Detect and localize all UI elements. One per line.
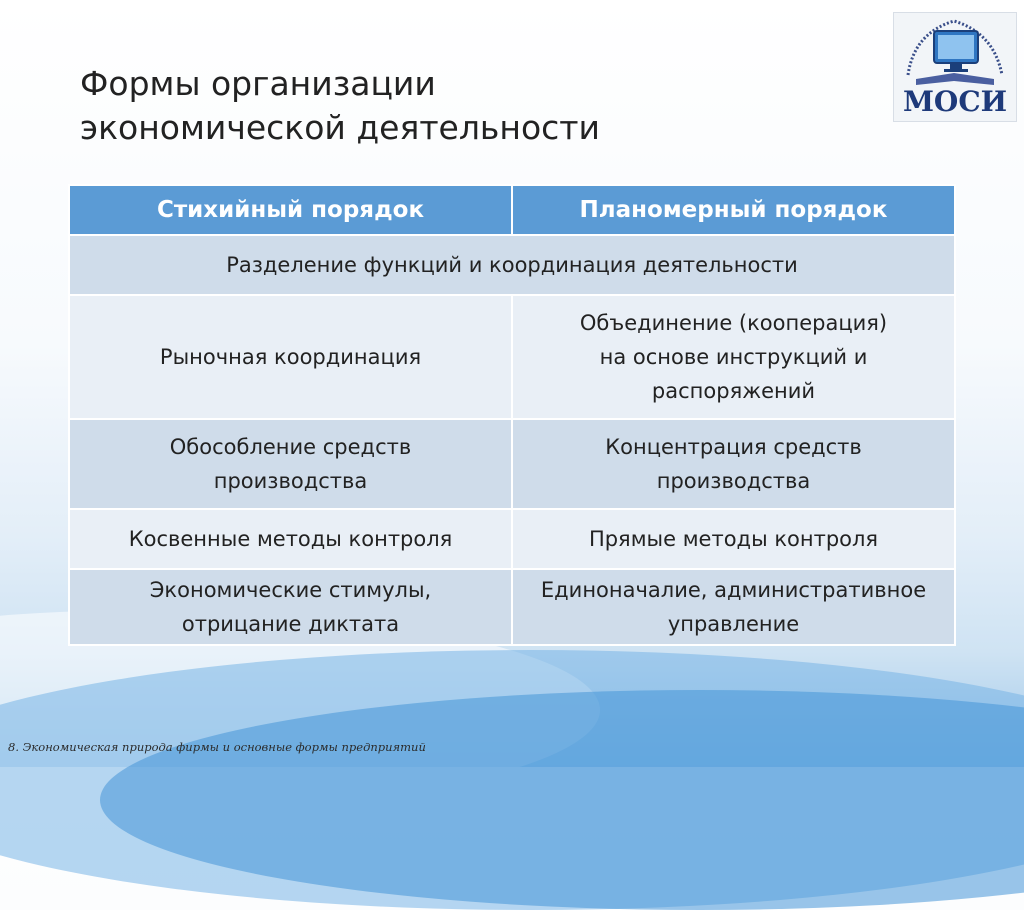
slide-footer: 8. Экономическая природа фирмы и основные формы предприятий <box>8 740 426 754</box>
table-cell: Обособление средств производства <box>69 419 512 509</box>
computer-monitor-book-icon <box>894 13 1016 93</box>
column-header: Планомерный порядок <box>512 185 955 235</box>
table-cell: Косвенные методы контроля <box>69 509 512 569</box>
table-cell: Объединение (кооперация) на основе инструкций и распоряжений <box>512 295 955 419</box>
column-header: Стихийный порядок <box>69 185 512 235</box>
table-row <box>69 235 955 295</box>
table-cell: Рыночная координация <box>69 295 512 419</box>
logo-text: МОСИ <box>902 85 1008 118</box>
table-cell: Единоначалие, административное управление <box>512 569 955 645</box>
table-row <box>69 569 955 645</box>
merged-cell: Разделение функций и координация деятельности <box>69 235 955 295</box>
slide-title <box>80 62 600 150</box>
comparison-table <box>68 184 956 646</box>
table-row <box>69 419 955 509</box>
slide-title-line: Формы организации <box>80 64 436 103</box>
table-cell: Концентрация средств производства <box>512 419 955 509</box>
table-cell: Экономические стимулы, отрицание диктата <box>69 569 512 645</box>
table-row <box>69 295 955 419</box>
table-cell: Прямые методы контроля <box>512 509 955 569</box>
table-row <box>69 509 955 569</box>
slide-title-line: экономической деятельности <box>80 108 600 147</box>
table-header-row <box>69 185 955 235</box>
mosi-logo <box>893 12 1017 122</box>
